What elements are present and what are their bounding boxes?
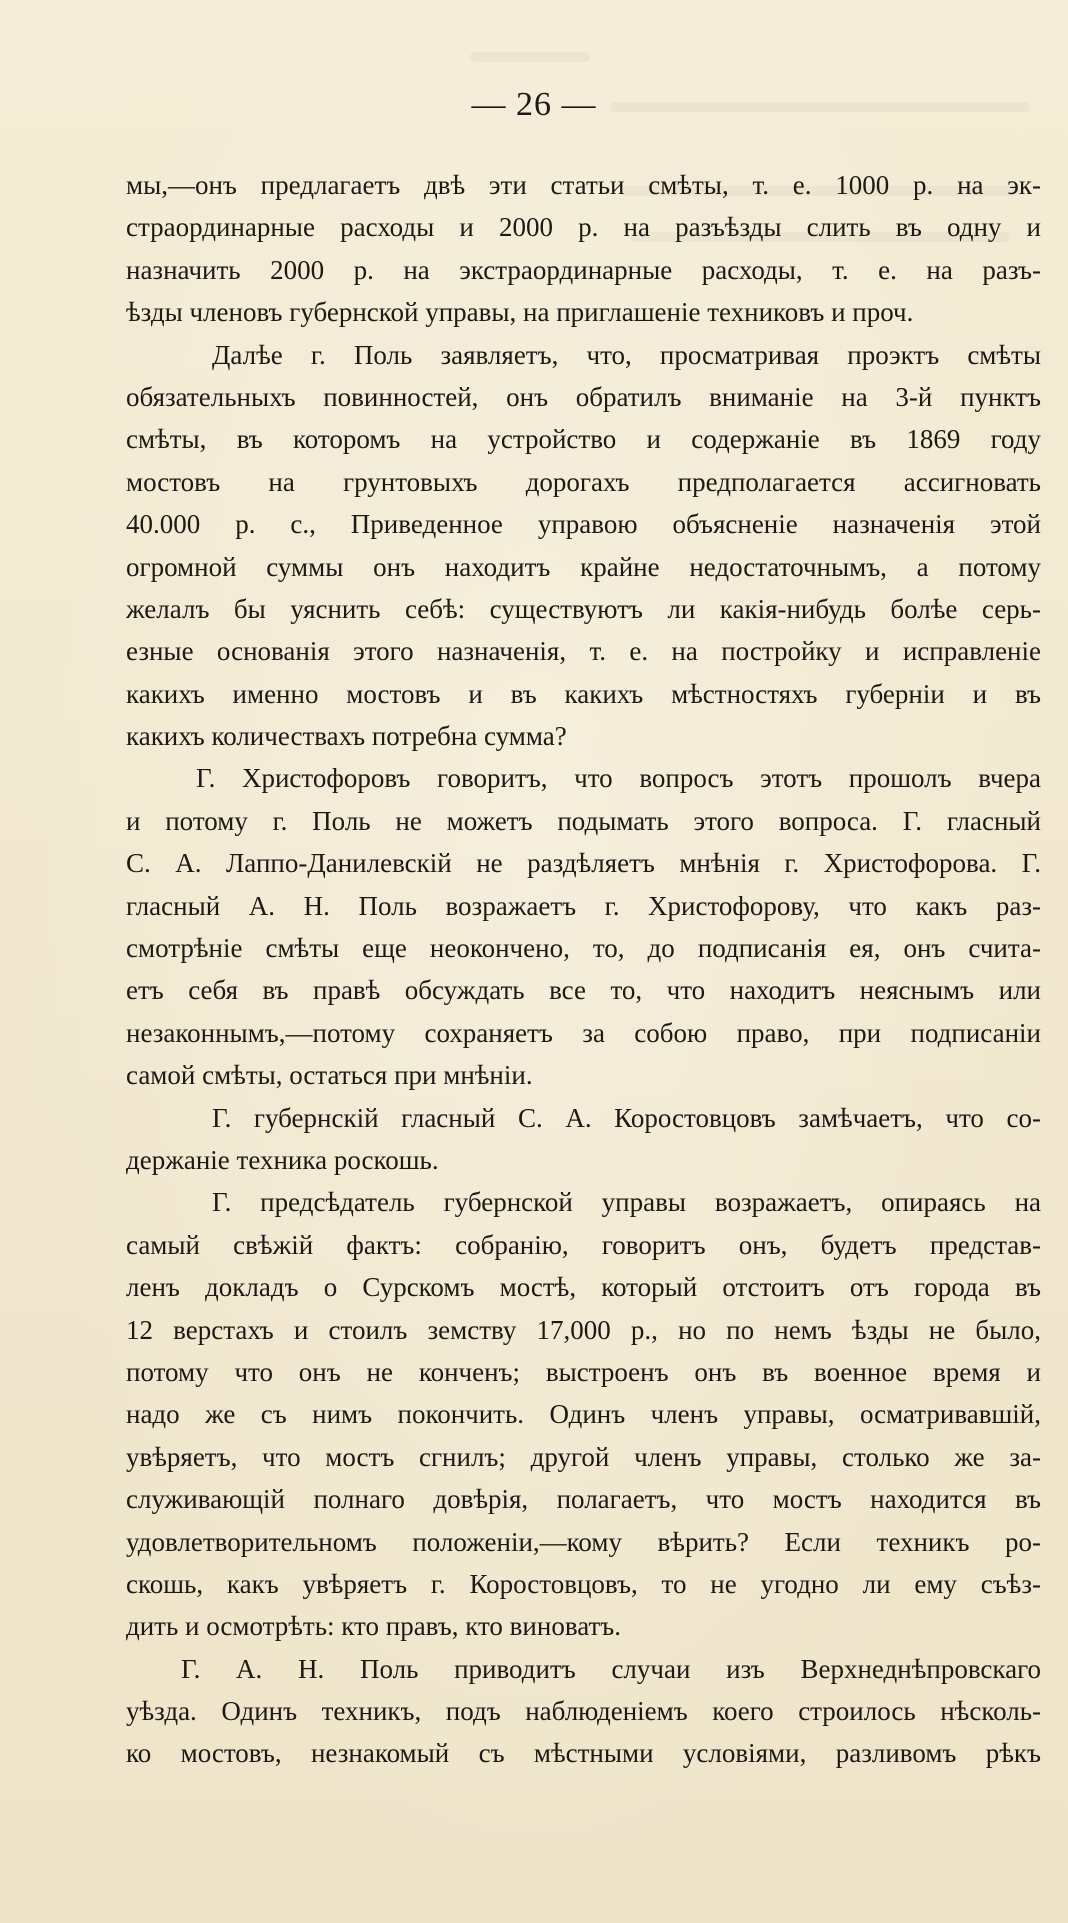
text-line: огромной суммы онъ находитъ крайне недостаточнымъ, а потому: [126, 551, 1041, 582]
paragraph-first-line: Далѣе г. Поль заявляетъ, что, просматривая проэктъ смѣты: [212, 339, 1041, 370]
paragraph-first-line: Г. предсѣдатель губернской управы возражаетъ, опираясь на: [212, 1187, 1041, 1218]
text-line: 12 верстахъ и стоилъ земству 17,000 р., но по немъ ѣзды не было,: [126, 1314, 1041, 1345]
text-line: удовлетворительномъ положеніи,—кому вѣрить? Если техникъ ро-: [126, 1526, 1041, 1557]
text-line: желалъ бы уяснить себѣ: существуютъ ли какія-нибудь болѣе серь-: [126, 593, 1041, 624]
text-line: смѣты, въ которомъ на устройство и содержаніе въ 1869 году: [126, 424, 1041, 455]
text-line: ко мостовъ, незнакомый съ мѣстными условіями, разливомъ рѣкъ: [126, 1738, 1041, 1769]
body-text: [126, 164, 1041, 1775]
text-line: самой смѣты, остаться при мнѣніи.: [126, 1060, 533, 1091]
text-line: надо же съ нимъ покончить. Одинъ членъ управы, осматривавшій,: [126, 1399, 1041, 1430]
text-line: самый свѣжій фактъ: собранію, говоритъ онъ, будетъ представ-: [126, 1229, 1041, 1260]
paragraph-first-line: Г. А. Н. Поль приводитъ случаи изъ Верхнеднѣпровскаго: [181, 1653, 1041, 1684]
text-line: смотрѣніе смѣты еще неокончено, то, до подписанія ея, онъ счита-: [126, 933, 1041, 964]
text-line: ленъ докладъ о Сурскомъ мостѣ, который отстоитъ отъ города въ: [126, 1272, 1041, 1303]
text-line: 40.000 р. с., Приведенное управою объясненіе назначенія этой: [126, 509, 1041, 540]
text-line: мы,—онъ предлагаетъ двѣ эти статьи смѣты, т. е. 1000 р. на эк-: [126, 170, 1041, 200]
text-line: держаніе техника роскошь.: [126, 1144, 439, 1175]
text-line: какихъ именно мостовъ и въ какихъ мѣстностяхъ губерніи и въ: [126, 678, 1041, 709]
text-line: потому что онъ не конченъ; выстроенъ онъ въ военное время и: [126, 1356, 1041, 1387]
text-line: гласный А. Н. Поль возражаетъ г. Христофорову, что какъ раз-: [126, 890, 1041, 921]
text-line: езные основанія этого назначенія, т. е. на постройку и исправленіе: [126, 636, 1041, 667]
text-line: и потому г. Поль не можетъ подымать этого вопроса. Г. гласный: [126, 805, 1041, 836]
paragraph-first-line: Г. Христофоровъ говоритъ, что вопросъ этотъ прошолъ вчера: [196, 763, 1041, 794]
text-line: увѣряетъ, что мостъ сгнилъ; другой членъ управы, столько же за-: [126, 1441, 1041, 1472]
text-line: С. А. Лаппо-Данилевскій не раздѣляетъ мнѣнія г. Христофорова. Г.: [126, 848, 1041, 879]
text-line: какихъ количествахъ потребна сумма?: [126, 721, 567, 752]
text-line: мостовъ на грунтовыхъ дорогахъ предполагается ассигновать: [126, 466, 1041, 497]
paragraph-first-line: Г. губернскій гласный С. А. Коростовцовъ замѣчаетъ, что со-: [212, 1102, 1041, 1133]
text-line: страординарные расходы и 2000 р. на разъѣзды слить въ одну и: [126, 212, 1041, 243]
text-line: служивающій полнаго довѣрія, полагаетъ, что мостъ находится въ: [126, 1484, 1041, 1515]
page-number: — 26 —: [471, 86, 597, 123]
text-line: обязательныхъ повинностей, онъ обратилъ вниманіе на 3-й пунктъ: [126, 381, 1041, 412]
text-line: назначить 2000 р. на экстраординарные расходы, т. е. на разъ-: [126, 254, 1041, 285]
text-line: уѣзда. Одинъ техникъ, подъ наблюденіемъ коего строилось нѣсколь-: [126, 1696, 1041, 1727]
text-line: незаконнымъ,—потому сохраняетъ за собою право, при подписаніи: [126, 1017, 1041, 1048]
text-line: етъ себя въ правѣ обсуждать все то, что находитъ неяснымъ или: [126, 975, 1041, 1006]
text-line: ѣзды членовъ губернской управы, на приглашеніе техниковъ и проч.: [126, 297, 914, 328]
text-line: скошь, какъ увѣряетъ г. Коростовцовъ, то не угодно ли ему съѣз-: [126, 1568, 1041, 1599]
text-line: дить и осмотрѣть: кто правъ, кто виноватъ.: [126, 1611, 622, 1642]
